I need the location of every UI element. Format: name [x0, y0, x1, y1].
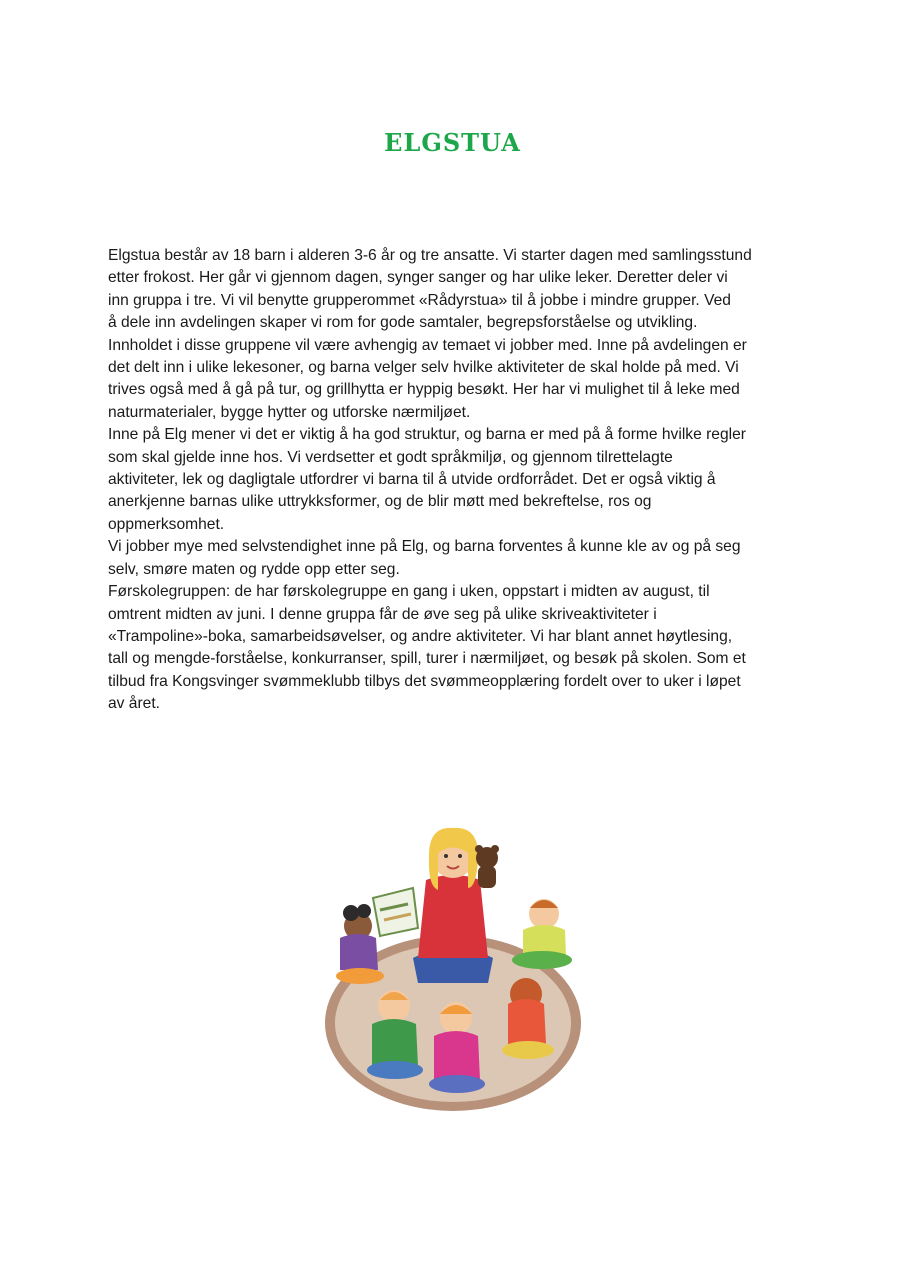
body-text-line: tall og mengde-forståelse, konkurranser, spill, turer i nærmiljøet, og besøk på skolen. Som et [108, 650, 746, 668]
body-text-line: som skal gjelde inne hos. Vi verdsetter et godt språkmiljø, og gjennom tilrettelagte [108, 448, 673, 466]
body-text-line: det delt inn i ulike lekesoner, og barna velger selv hvilke aktiviteter de skal holde på med. Vi [108, 359, 739, 377]
body-text-line: anerkjenne barnas ulike uttrykksformer, og de blir møtt med bekreftelse, ros og [108, 493, 652, 511]
body-text-line: Førskolegruppen: de har førskolegruppe en gang i uken, oppstart i midten av august, til [108, 583, 710, 601]
body-text [108, 245, 808, 716]
body-text-line: tilbud fra Kongsvinger svømmeklubb tilbys det svømmeopplæring fordelt over to uker i løpet [108, 672, 741, 690]
body-text-line: oppmerksomhet. [108, 515, 225, 533]
body-text-line: Vi jobber mye med selvstendighet inne på Elg, og barna forventes å kunne kle av og på seg [108, 538, 741, 556]
body-text-line: aktiviteter, lek og dagligtale utfordrer vi barna til å utvide ordforrådet. Det er også viktig å [108, 471, 716, 489]
body-text-line: Elgstua består av 18 barn i alderen 3-6 år og tre ansatte. Vi starter dagen med samlingsstund [108, 247, 752, 264]
body-text-line: «Trampoline»-boka, samarbeidsøvelser, og andre aktiviteter. Vi har blant annet høytlesing, [108, 627, 733, 645]
body-text-line: selv, smøre maten og rydde opp etter seg. [108, 560, 400, 578]
body-text-line: å dele inn avdelingen skaper vi rom for gode samtaler, begrepsforståelse og utvikling. [108, 314, 698, 332]
body-text-line: trives også med å gå på tur, og grillhytta er hyppig besøkt. Her har vi mulighet til å leke med [108, 381, 740, 399]
body-text-line: Innholdet i disse gruppene vil være avhengig av temaet vi jobber med. Inne på avdelingen er [108, 336, 747, 354]
body-text-line: inn gruppa i tre. Vi vil benytte grupperommet «Rådyrstua» til å jobbe i mindre grupper. Ved [108, 291, 731, 309]
body-text-line: etter frokost. Her går vi gjennom dagen, synger sanger og har ulike leker. Deretter deler vi [108, 269, 728, 287]
page-title: ELGSTUA [384, 128, 521, 158]
body-text-line: Inne på Elg mener vi det er viktig å ha god struktur, og barna er med på å forme hvilke regler [108, 426, 746, 444]
body-text-line: av året. [108, 695, 161, 713]
body-text-line: naturmaterialer, bygge hytter og utforske nærmiljøet. [108, 403, 471, 421]
teacher-with-children-illustration [318, 818, 588, 1118]
body-text-line: omtrent midten av juni. I denne gruppa får de øve seg på ulike skriveaktiviteter i [108, 605, 657, 623]
